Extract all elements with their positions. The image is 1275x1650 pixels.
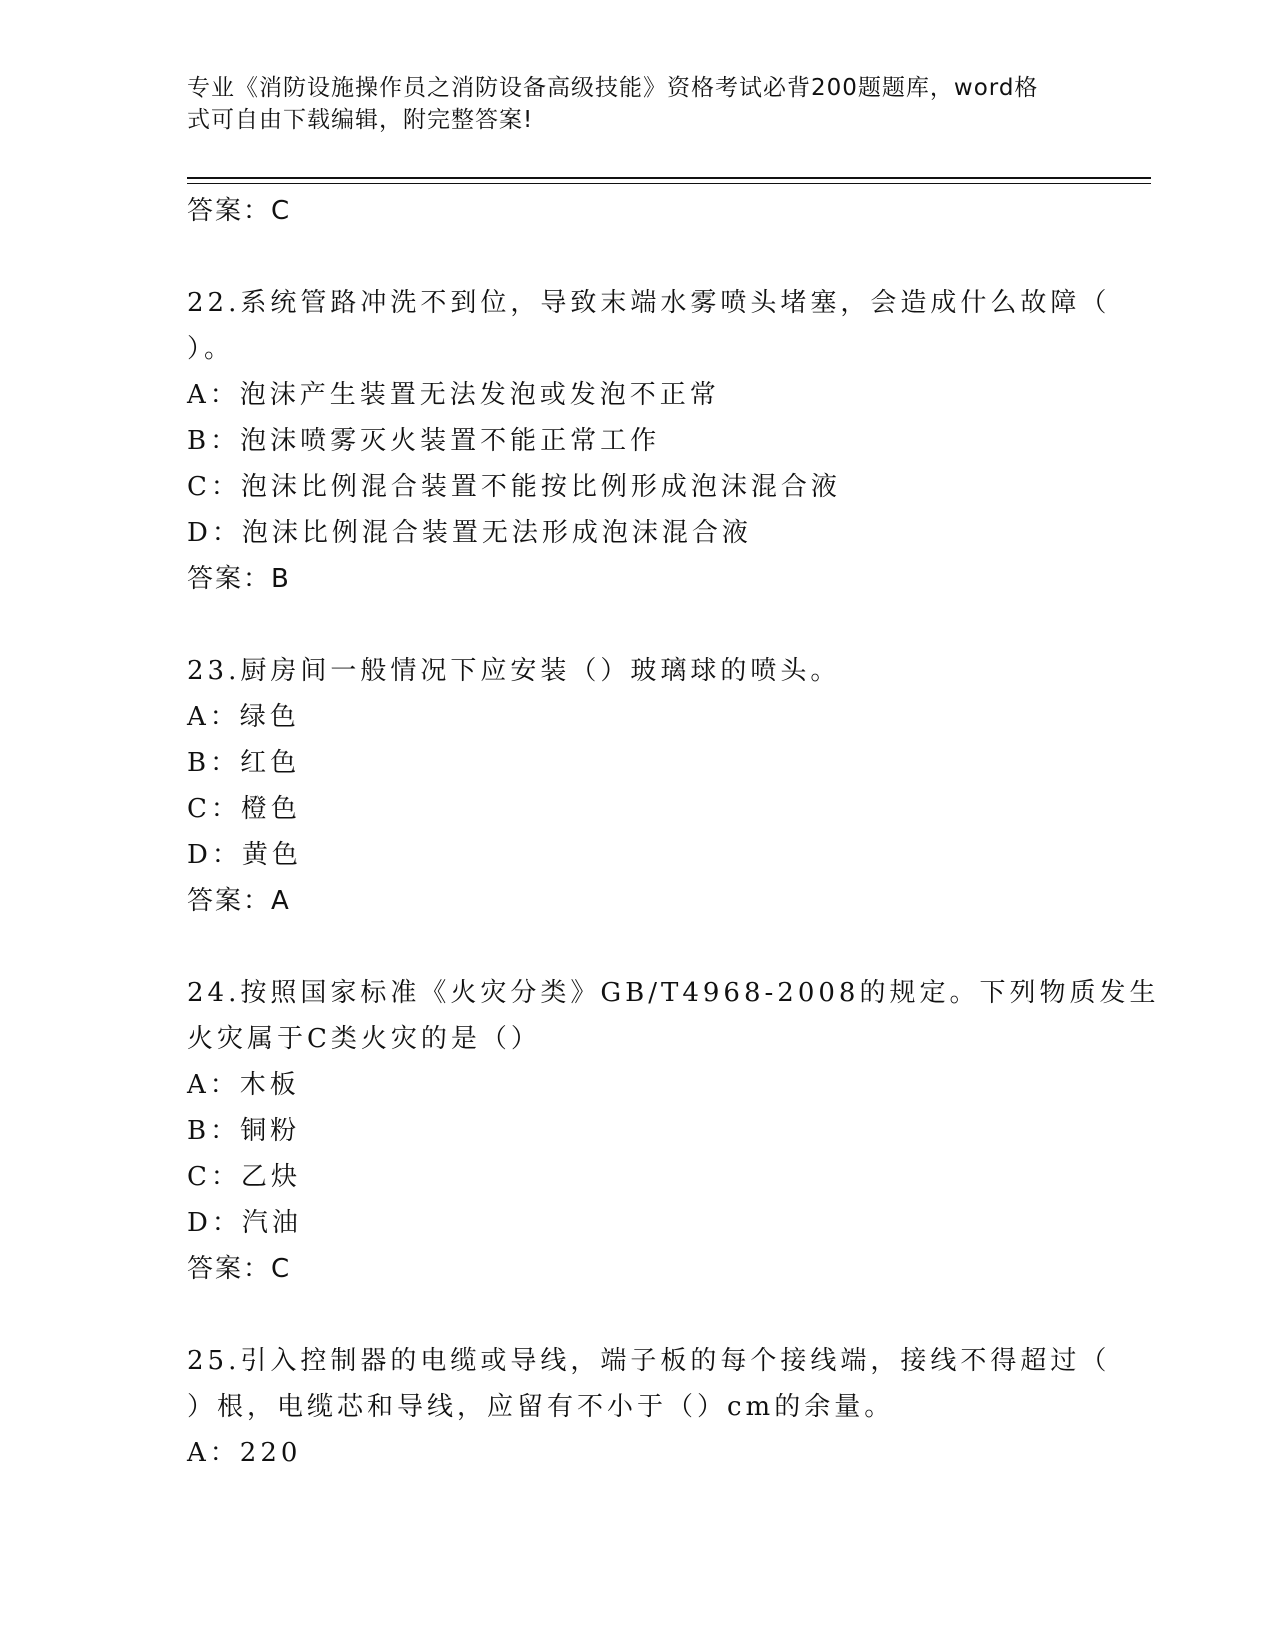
document-header [187,72,1067,136]
option-d: D：汽油 [187,1208,302,1238]
header-divider-thick [187,177,1151,179]
header-divider-thin [187,183,1151,184]
question-list [187,188,1160,1476]
option-a: A：泡沫产生装置无法发泡或发泡不正常 [187,380,720,410]
question-stem-line: 24.按照国家标准《火灾分类》GB/T4968-2008的规定。下列物质发生 [187,978,1160,1008]
question-stem-line: 火灾属于C类火灾的是（） [187,1024,541,1054]
question-stem-line: ）根，电缆芯和导线，应留有不小于（）cm的余量。 [187,1392,895,1422]
question-stem-line: 25.引入控制器的电缆或导线，端子板的每个接线端，接线不得超过（ [187,1346,1111,1376]
header-line-1: 专业《消防设施操作员之消防设备高级技能》资格考试必背200题题库，word格 [187,75,1039,101]
answer-line: 答案：B [187,564,291,594]
option-a: A：木板 [187,1070,300,1100]
option-b: B：铜粉 [187,1116,301,1146]
previous-answer: 答案：C [187,196,292,226]
question-22 [187,280,1111,602]
option-d: D：泡沫比例混合装置无法形成泡沫混合液 [187,518,752,548]
option-c: C：泡沫比例混合装置不能按比例形成泡沫混合液 [187,472,841,502]
question-25 [187,1338,1111,1476]
option-d: D：黄色 [187,840,302,870]
answer-line: 答案：A [187,886,291,916]
question-stem-line: 23.厨房间一般情况下应安装（）玻璃球的喷头。 [187,656,841,686]
option-a: A：220 [187,1438,302,1468]
header-line-2: 式可自由下载编辑，附完整答案! [187,107,534,133]
question-24 [187,970,1160,1292]
option-b: B：泡沫喷雾灭火装置不能正常工作 [187,426,661,456]
option-c: C：橙色 [187,794,301,824]
option-c: C：乙炔 [187,1162,301,1192]
option-a: A：绿色 [187,702,300,732]
answer-line: 答案：C [187,1254,292,1284]
question-23 [187,648,1087,924]
option-b: B：红色 [187,748,301,778]
question-stem-line: ）。 [187,334,235,364]
question-stem-line: 22.系统管路冲洗不到位，导致末端水雾喷头堵塞，会造成什么故障（ [187,288,1111,318]
